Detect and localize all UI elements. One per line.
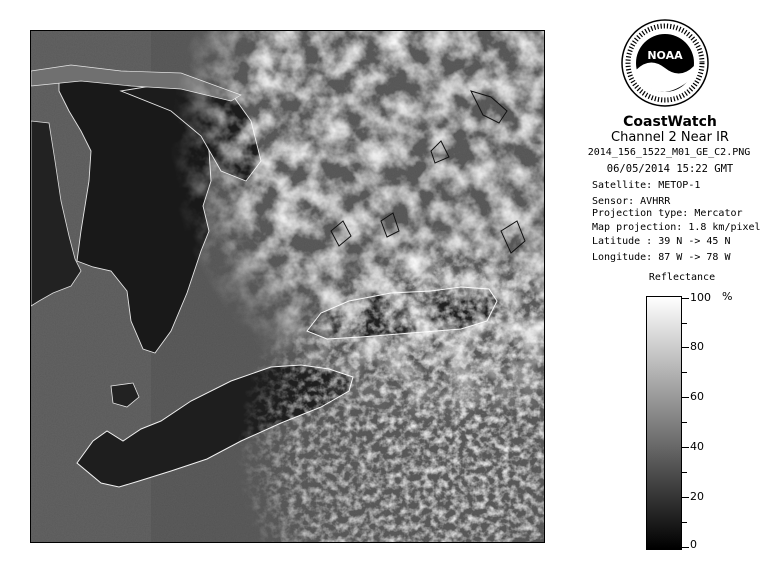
- satellite-image: [30, 30, 545, 543]
- colorbar-minor-tick: [681, 522, 687, 523]
- colorbar-minor-tick: [681, 422, 687, 423]
- longitude-range: Longitude: 87 W -> 78 W: [592, 252, 731, 263]
- satellite-info: Satellite: METOP-1: [592, 180, 701, 191]
- noaa-logo: [620, 18, 710, 108]
- map-projection: Map projection: 1.8 km/pixel: [592, 222, 761, 233]
- tick-label-40: 40: [690, 440, 704, 453]
- colorbar-tick: [681, 397, 689, 398]
- latitude-range: Latitude : 39 N -> 45 N: [592, 236, 731, 247]
- legend-title: Reflectance: [648, 272, 716, 283]
- tick-label-60: 60: [690, 390, 704, 403]
- brand-title: CoastWatch: [623, 114, 717, 130]
- colorbar-tick: [681, 447, 689, 448]
- tick-label-100: 100: [690, 291, 711, 304]
- colorbar-tick: [681, 547, 689, 548]
- colorbar-tick: [681, 347, 689, 348]
- colorbar-tick: [681, 298, 689, 299]
- colorbar-tick: [681, 497, 689, 498]
- map-svg: [31, 31, 544, 542]
- tick-label-20: 20: [690, 490, 704, 503]
- tick-label-0: 0: [690, 538, 697, 551]
- channel-label: Channel 2 Near IR: [611, 130, 729, 145]
- filename: 2014_156_1522_M01_GE_C2.PNG: [587, 147, 751, 158]
- reflectance-colorbar: [646, 296, 682, 550]
- projection-type: Projection type: Mercator: [592, 208, 743, 219]
- sensor-info: Sensor: AVHRR: [592, 196, 671, 207]
- acquisition-datetime: 06/05/2014 15:22 GMT: [606, 163, 734, 175]
- colorbar-minor-tick: [681, 472, 687, 473]
- colorbar-minor-tick: [681, 372, 687, 373]
- legend-unit: %: [722, 290, 733, 303]
- tick-label-80: 80: [690, 340, 704, 353]
- logo-center-text: NOAA: [647, 49, 683, 62]
- colorbar-minor-tick: [681, 323, 687, 324]
